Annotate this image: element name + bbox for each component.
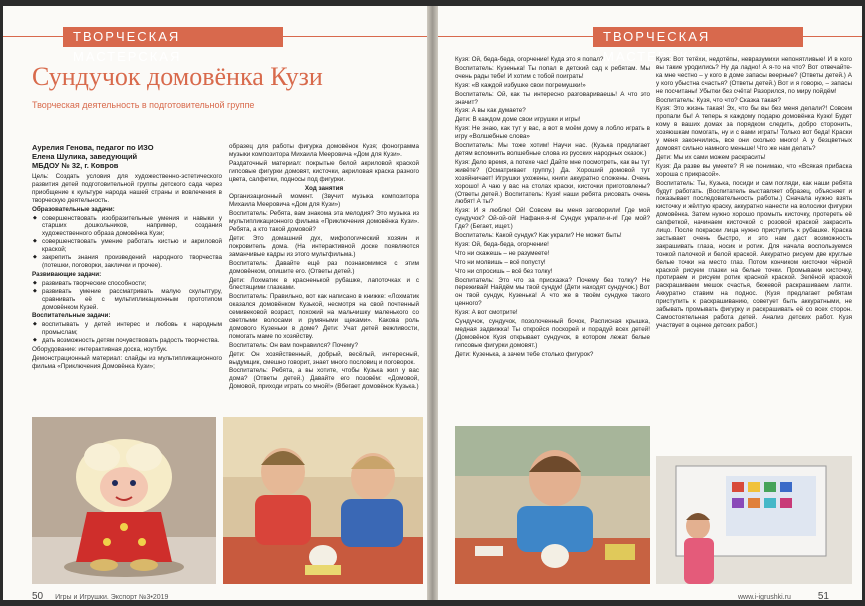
section-banner-left: ТВОРЧЕСКАЯ МАСТЕРСКАЯ: [63, 27, 283, 47]
verse-line: Сундучок, сундучок, позолоченный бочок, Расписная крышка, медная задвижка! Ты откройся поскорей и порадуй всех детей! (Домовёнок Кузя открывает сундучок, в котором лежат белые гипсовые фигурки домовят.): [455, 318, 650, 349]
dialogue-line: Кузя: Это жизнь такая! Эх, что бы вы без меня делали?! Совсем пропали бы! А теперь я каждому подарю домовёнка Кузю! Будет кому в ваших домах за порядком следить, добро сторонить, хозяюшкам помогать, ну и с вами играть! Только вот беда! Краски у меня закончились, все они сколько много! А у безцветных домовят сильно намного меньше! Что же нам делать?: [656, 105, 852, 152]
paragraph: Дети: Это домашний дух, мифологический хозяин и покровитель дома. (На интерактивной доске появляются заманчивые кадры из этого мультфильма.): [229, 234, 419, 258]
website-link[interactable]: www.i-igrushki.ru: [738, 594, 791, 600]
kuzya-figurine-photo: [32, 417, 216, 584]
dialogue-line: Дети: В каждом доме свои игрушки и игры!: [455, 116, 581, 124]
subheading: Развивающие задачи:: [32, 270, 102, 278]
dialogue-line: Кузя: Не знаю, как тут у вас, а вот в моём дому в лобло играть в игру «Волшебные слова»: [455, 125, 650, 141]
paragraph: Дети: Лохматик в красненькой рубашке, лапоточках и с блестящими глазками.: [229, 276, 419, 292]
child-painting-photo-2: [455, 426, 650, 584]
dialogue-line: Кузя: Ой, беда-беда, огорчение!: [455, 240, 549, 248]
dialogue-line: Воспитатель: Мы тоже хотим! Научи нас. (Кузька предлагает детям вспомнить волшебные слова из русских народных сказок.): [455, 142, 650, 157]
dialogue-line: Кузя: А вот смотрите!: [455, 309, 518, 317]
list-item: ◆ совершенствовать умение работать кистью и акриловой краской;: [42, 238, 222, 254]
dialogue-line: Воспитатель: Ой, как ты интересно разговариваешь! А что это значит?: [455, 90, 650, 106]
list-item: ◆ развивать умение рассматривать малую скульптуру, сравнивать её с мультипликационным прототипом домовёнком Кузей.: [42, 288, 222, 312]
dialogue-line: Дети: Кузенька, а зачем тебе столько фигурок?: [455, 350, 594, 358]
list-item: ◆ воспитывать у детей интерес и любовь к народным промыслам;: [42, 321, 222, 337]
paragraph: Дети: Он хозяйственный, добрый, весёлый, интересный, выдумщик, смешно говорит, знает много пословиц и поговорок.: [229, 350, 419, 366]
author-line: Аурелия Генова, педагог по ИЗО: [32, 143, 154, 152]
dialogue-line: Воспитатель: Ты, Кузька, посиди и сам погляди, как наши ребята будут работать. (Воспитатель выставляет образец, объясняет и показывает последовательность работы.) Сначала нужно взять кисточку и жёлтую краску, аккуратно нанести на волосики фигурки домовёнка. Затем нужно хорошо промыть кисточку, протереть её салфеткой, начинаем кисточкой с розовой краской закрасить лицо. После покраски лица нужно приступить к рубашке. Краска застывает очень быстро, и это нам даст возможность закрашивать глаза, носик и ротик. Для начала воспользуемся тонкой палочкой и белой краской. Аккуратно рисуем две круглые белые точки на место глаз. Потом кончиком кисточки чёрной краской рисуем глазки на белые точки. Промываем кисточку, протираем и рисуем ротик красной краской. Зелёной краской раскрашиваем мешок счастья, бежевой раскрашиваем лапти. Аккуратно ставим на поднос. (Кузя предлагает ребятам приступить к раскрашиванию, советует быть аккуратными, не забывать промывать фигурку и раскрашивать её со всех сторон. Самостоятельная работа детей. Анализ детских работ. Кузя участвует в оценке детских работ.): [656, 179, 852, 329]
authors-block: [32, 143, 222, 170]
children-painting-image-1: [223, 417, 423, 584]
list-item: ◆ закрепить знания произведений народного творчества (потешки, поговорки, заклички и прочее).: [42, 254, 222, 270]
kuzya-figurine-image: [32, 417, 216, 584]
right-footer: [738, 591, 829, 600]
article-title: Сундучок домовёнка Кузи: [32, 62, 323, 91]
paragraph: Раздаточный материал: покрытые белой акриловой краской гипсовые фигурки домовят, кисточки, акриловая краска разного цвета, салфетки, подносы под фигурки.: [229, 159, 419, 183]
verse-line: Что ни скажешь – не разумеете!: [455, 249, 550, 257]
verse-line: Что ни спросишь – всё без толку!: [455, 267, 553, 275]
dialogue-line: Воспитатель: Какой сундук? Как украли? Не может быть!: [455, 232, 622, 240]
subheading: Воспитательные задачи:: [32, 312, 111, 320]
author-line: МБДОУ № 32, г. Ковров: [32, 161, 119, 170]
verse-line: Что ни молвишь – всё попусту!: [455, 258, 546, 266]
dialogue-line: Кузя: А вы как думаете?: [455, 107, 526, 115]
children-painting-photo-1: [223, 417, 423, 584]
dialogue-line: Кузя: Вот тетёхи, недотёпы, невразумихи непонятливые! И в кого вы такие уродились? Ну да ладно! А я-то на что? Вот отвечайте-ка мне честно – у кого в доме запасы веерные? (Ответы детей.) А у кого убыстна счастья? (Ответы детей.) Вот и я говорю, – запасы не посчитаны! Убытки без счёта! Разорился, по миру пойдём!: [656, 56, 852, 95]
paragraph: Воспитатель: Ребята, а вы хотите, чтобы Кузька жил у вас дома? (Ответы детей.) Давайте его позовём: «Домовой, Домовой, приходи играть со мной!» (Вбегает домовёнок Кузька.): [229, 367, 419, 391]
dialogue-line: Воспитатель: Кузя, что что? Сказка такая?: [656, 96, 781, 104]
paragraph: Воспитатель: Он вам понравился? Почему?: [229, 341, 358, 349]
dialogue-line: Кузя: Дело время, а потехе час! Дайте мне посмотреть, как вы тут живёте? (Осматривает группу.) Да. Хороший домовой тут хозяйничает! Игрушки ухожены, книги аккуратно сложены. Очень хорошо! А чаю у вас на столах краски, кисточки приготовлены? (Ответы детей.) Воспитатель: Кузя! наши ребята рисовать очень любят! А ты?: [455, 158, 650, 206]
paragraph: Воспитатель: Правильно, вот как написано в книжке: «Лохматик оказался домовёнком Кузькой, несмотря на свой почтенный семивековой возраст, похожий на мальчишку маленького со светлыми волосами и румяными щеками». Какова роль домового Кузеньки в доме? Дети: Учат детей вежливости, помогать маме по хозяйству.: [229, 293, 419, 340]
child-painting-image-2: [455, 426, 650, 584]
magazine-name: Игры и Игрушки. Экспорт №3•2019: [55, 594, 169, 600]
banner-rule-right: [283, 36, 427, 37]
dialogue-line: Кузя: «В каждой избушке свои погремушки!»: [455, 81, 586, 89]
dialogue-line: Кузя: Ой, беда-беда, огорчение! Куда это я попал?: [455, 56, 604, 63]
banner-rule-right: [803, 36, 862, 37]
paragraph: Демонстрационный материал: слайды из мультипликационного фильма «Приключения Домовёнка Кузи»;: [32, 354, 222, 370]
spine-gutter: [427, 6, 438, 600]
page-number-left: 50: [32, 591, 44, 600]
dialogue-line: Кузя: Да разве вы умеете? Я не понимаю, что «Всякая прибаска хороша с прикрасой».: [656, 162, 852, 178]
right-column-2: [656, 56, 852, 451]
paragraph: Воспитатель: Давайте ещё раз познакомимся с этим домовёнком, опишите его. (Ответы детей.): [229, 259, 419, 275]
section-banner-right: ТВОРЧЕСКАЯ МАСТЕРСКАЯ: [593, 27, 803, 47]
left-page: [3, 6, 427, 600]
interactive-board-photo: [656, 456, 852, 584]
right-column-1: [455, 56, 650, 424]
subheading: Ход занятия: [304, 184, 344, 192]
right-page: [438, 6, 862, 600]
left-column-1: [32, 173, 222, 410]
interactive-board-image: [656, 456, 852, 584]
dialogue-line: Воспитатель: Это что за присказка? Почему без толку? Не переживай! Найдём мы твой сундук! (Дети находят сундучок.) Вот он твой сундук, Кузенька! А что же в твоём сундуке такого ценного?: [455, 276, 650, 308]
page-number-right: 51: [817, 591, 829, 600]
left-footer: [32, 591, 168, 600]
list-item: ◆ совершенствовать изобразительные умения и навыки у старших дошкольников, например, создания художественного образа домовёнка Кузи;: [42, 215, 222, 239]
subheading: Образовательные задачи:: [32, 205, 115, 213]
left-column-2: [229, 143, 419, 410]
dialogue-line: Дети: Мы их сами можем раскрасить!: [656, 153, 766, 161]
paragraph: Организационный момент. (Звучит музыка композитора Михаила Мееровича «Дом для Кузи»): [229, 193, 419, 209]
dialogue-line: Воспитатель: Кузенька! Ты попал в детский сад к ребятам. Мы очень рады тебе! И хотим с тобой поиграть!: [455, 64, 650, 80]
author-line: Елена Шулика, заведующий: [32, 152, 138, 161]
list-item: ◆ дать возможность детям почувствовать радость творчества.: [42, 337, 222, 345]
dialogue-line: Кузя: И я люблю! Ой! Совсем вы меня заговорили! Где мой сундучок? Ой-ой-ой! Нафаня-я-я! Сундук украли-и-и! Где мой? Где? (Бегает, ищет.): [455, 207, 650, 231]
paragraph: Воспитатель: Ребята, вам знакома эта мелодия? Это музыка из мультипликационного фильма «Приключения домовёнка Кузи». Ребята, а кто такой домовой?: [229, 210, 419, 234]
article-subtitle: Творческая деятельность в подготовительной группе: [32, 100, 255, 110]
banner-rule-left: [3, 36, 63, 37]
paragraph: образец для работы фигурка домовёнок Кузя; фонограмма музыки композитора Михаила Мееровича «Дом для Кузи».: [229, 143, 419, 158]
goal-paragraph: Цель: Создать условия для художественно-эстетического развития детей подготовительной группы детского сада через приобщение к культуре народа нашей страны и вовлечения в творческую деятельность.: [32, 173, 222, 204]
paragraph: Оборудование: интерактивная доска, ноутбук.: [32, 346, 168, 354]
banner-rule-left: [438, 36, 593, 37]
list-item: ◆ развивать творческие способности;: [42, 280, 222, 288]
